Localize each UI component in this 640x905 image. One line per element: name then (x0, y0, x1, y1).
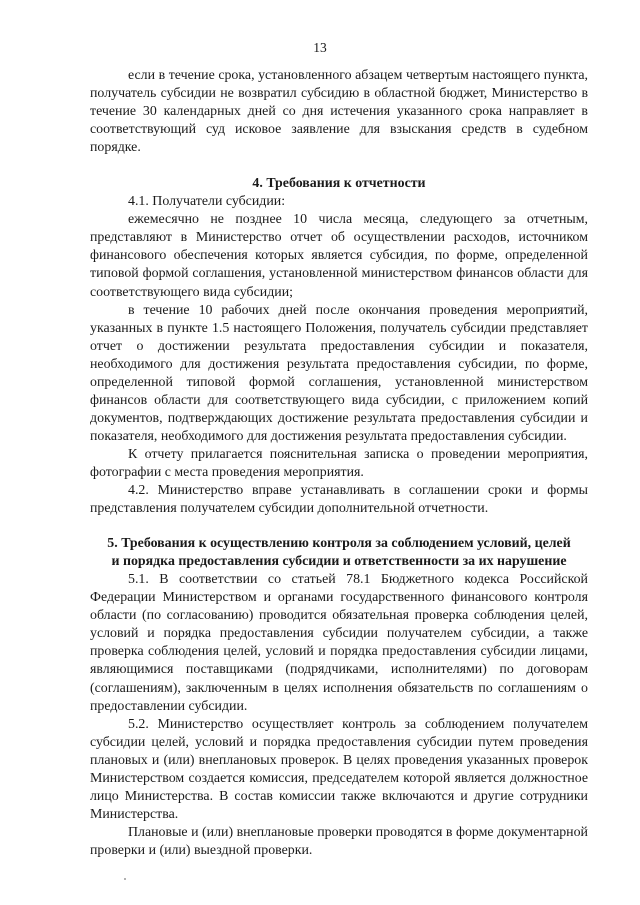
section-5-paragraph: 5.1. В соответствии со статьей 78.1 Бюджетного кодекса Российской Федерации Министерством и органами государственного финансового контроля области (по согласованию) проводится обязательная проверка соблюдения целей, условий и порядка предоставления субсидии получателем субсидии, а также проверка соблюдения целей, условий и порядка предоставления субсидии лицами, являющимися поставщиками (подрядчиками, исполнителями) по договорам (соглашениям), заключенным в целях исполнения обязательств по соглашениям о предоставлении субсидии. (90, 572, 588, 714)
section-5-heading-line-2: и порядка предоставления субсидии и ответственности за их нарушение (111, 554, 567, 570)
section-4-paragraph: 4.2. Министерство вправе устанавливать в соглашении сроки и формы представления получателем субсидии дополнительной отчетности. (90, 483, 588, 517)
section-5-heading (90, 535, 588, 571)
section-4-paragraph: ежемесячно не позднее 10 числа месяца, следующего за отчетным, представляют в Министерство отчет об осуществлении расходов, источником финансового обеспечения которых является субсидия, по форме, определенной типовой формой соглашения, установленной министерством финансов области для соответствующего вида субсидии; (90, 212, 588, 300)
intro-paragraph: если в течение срока, установленного абзацем четвертым настоящего пункта, получатель субсидии не возвратил субсидию в областной бюджет, Министерство в течение 30 календарных дней со дня истечения указанного срока направляет в соответствующий суд исковое заявление для взыскания средств в судебном порядке. (90, 68, 588, 156)
section-4-heading: 4. Требования к отчетности (252, 176, 426, 192)
document-body (90, 67, 588, 860)
page-number: 13 (313, 40, 327, 55)
section-4-paragraph: 4.1. Получатели субсидии: (128, 194, 286, 210)
section-4-paragraph: К отчету прилагается пояснительная записка о проведении мероприятия, фотографии с места проведения мероприятия. (90, 446, 588, 480)
section-4-paragraph: в течение 10 рабочих дней после окончания проведения мероприятий, указанных в пункте 1.5 настоящего Положения, получатель субсидии представляет отчет о достижении результата предоставления субсидии и показателя, необходимого для достижения результата предоставления субсидии, по форме, определенной типовой формой соглашения, установленной министерством финансов области для соответствующего вида субсидии, с приложением копий документов, подтверждающих достижение результата предоставления субсидии и показателя, необходимого для достижения результата предоставления субсидии. (90, 302, 588, 444)
section-5-heading-line-1: 5. Требования к осуществлению контроля за соблюдением условий, целей (107, 536, 571, 552)
section-5-paragraph: 5.2. Министерство осуществляет контроль за соблюдением получателем субсидии целей, условий и порядка предоставления субсидии путем проведения плановых и (или) внеплановых проверок. В целях проведения указанных проверок Министерством создается комиссия, председателем которой является должностное лицо Министерства. В состав комиссии также включаются и другие сотрудники Министерства. (90, 716, 588, 822)
scan-speck (124, 878, 126, 880)
section-5-paragraph: Плановые и (или) внеплановые проверки проводятся в форме документарной проверки и (или) выездной проверки. (90, 824, 588, 858)
